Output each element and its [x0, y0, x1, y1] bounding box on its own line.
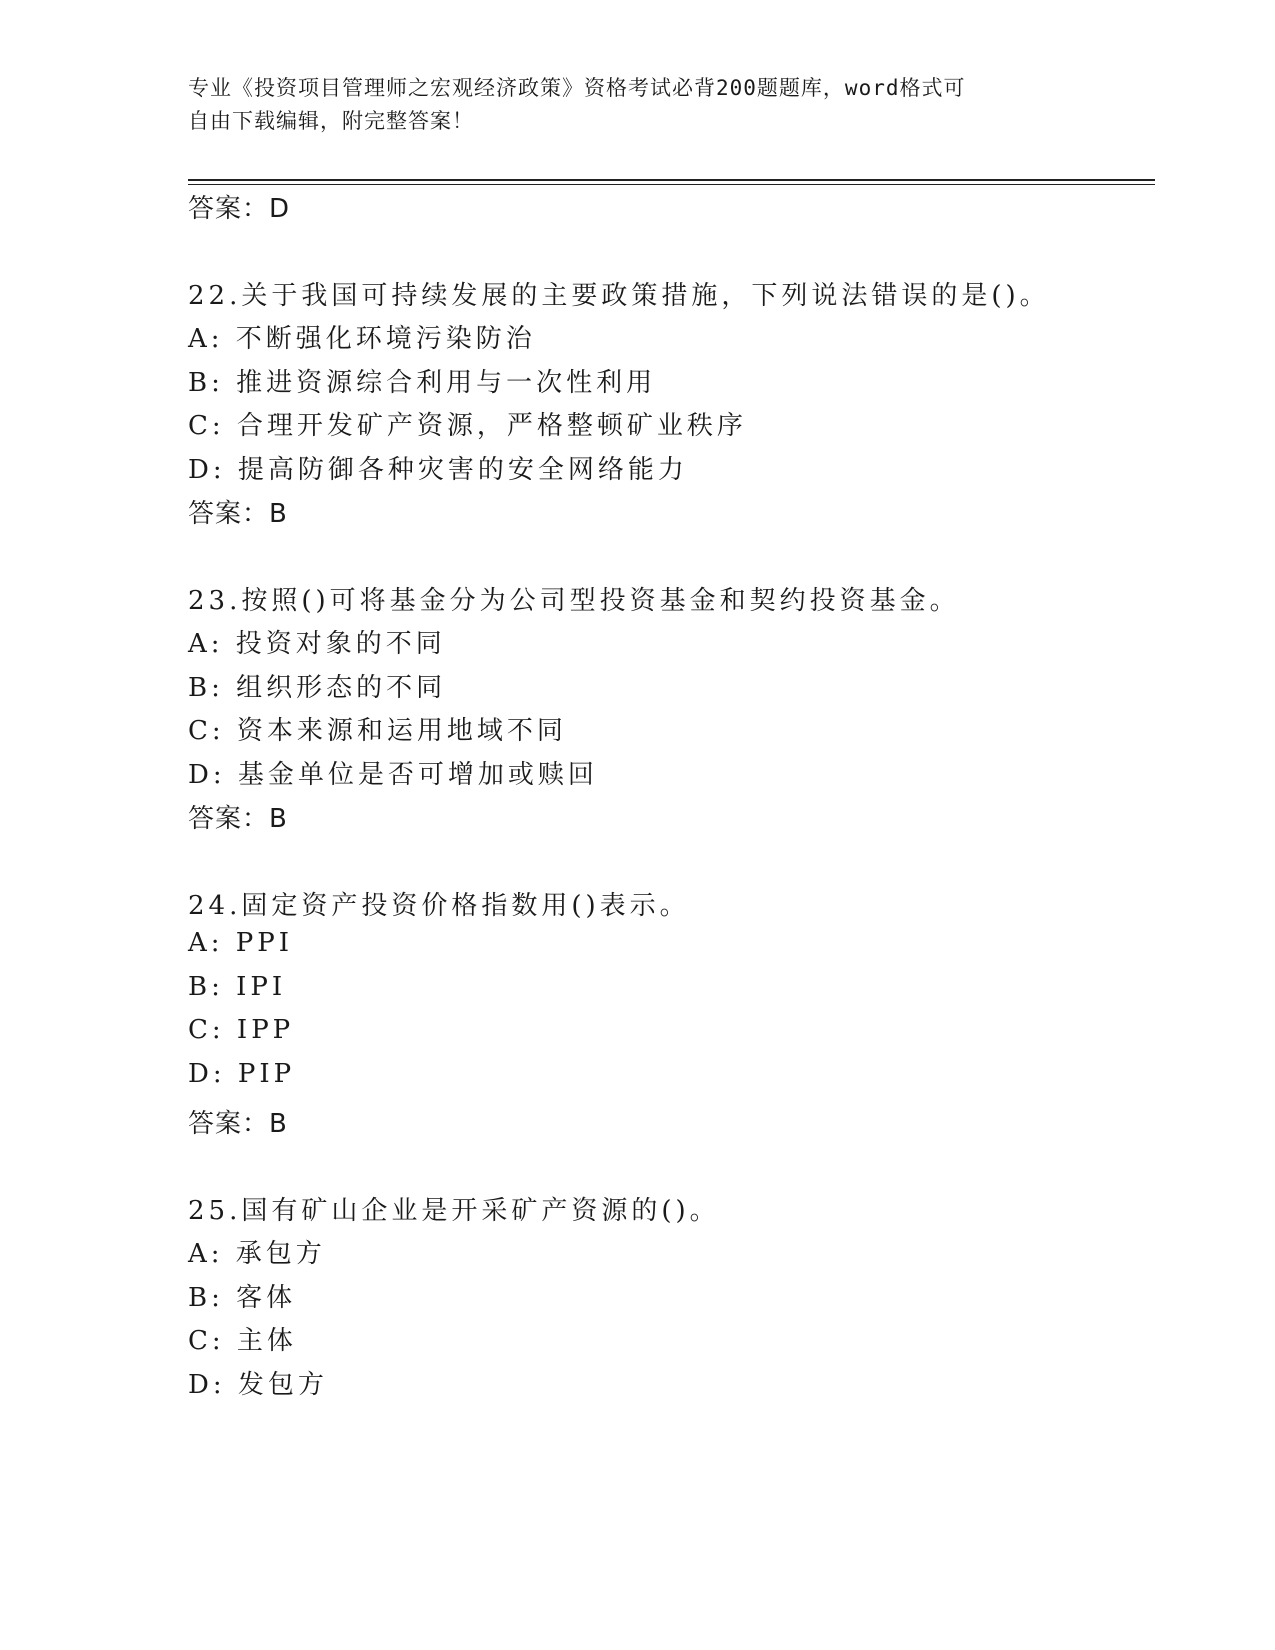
question-24-option-b: B: IPI — [188, 972, 287, 1002]
header-rule-thick — [188, 179, 1155, 181]
question-23-option-a: A: 投资对象的不同 — [188, 629, 446, 659]
question-22-option-a: A: 不断强化环境污染防治 — [188, 324, 536, 354]
question-23-answer: 答案：B — [188, 804, 288, 834]
question-24-option-a: A: PPI — [188, 928, 294, 958]
document-header — [188, 72, 1088, 138]
question-22-stem: 22.关于我国可持续发展的主要政策措施，下列说法错误的是()。 — [188, 281, 1050, 311]
question-24-answer: 答案：B — [188, 1109, 288, 1139]
question-23-option-c: C: 资本来源和运用地域不同 — [188, 716, 567, 746]
question-22-option-d: D: 提高防御各种灾害的安全网络能力 — [188, 455, 688, 485]
answer-previous: 答案：D — [188, 194, 291, 224]
question-24-option-c: C: IPP — [188, 1015, 295, 1045]
question-22-answer: 答案：B — [188, 499, 288, 529]
question-22-option-b: B: 推进资源综合利用与一次性利用 — [188, 368, 657, 398]
question-25-option-d: D: 发包方 — [188, 1370, 328, 1400]
question-23-option-d: D: 基金单位是否可增加或赎回 — [188, 760, 598, 790]
question-25-option-a: A: 承包方 — [188, 1239, 326, 1269]
question-24-option-d: D: PIP — [188, 1059, 296, 1089]
question-22-option-c: C: 合理开发矿产资源，严格整顿矿业秩序 — [188, 411, 747, 441]
question-25-stem: 25.国有矿山企业是开采矿产资源的()。 — [188, 1196, 720, 1226]
header-line-1: 专业《投资项目管理师之宏观经济政策》资格考试必背200题题库，word格式可 — [188, 76, 966, 100]
question-25-option-c: C: 主体 — [188, 1326, 297, 1356]
question-25-option-b: B: 客体 — [188, 1283, 297, 1313]
header-line-2: 自由下载编辑，附完整答案！ — [188, 109, 474, 133]
header-rule-thin — [188, 184, 1155, 185]
question-23-stem: 23.按照()可将基金分为公司型投资基金和契约投资基金。 — [188, 586, 960, 616]
question-23-option-b: B: 组织形态的不同 — [188, 673, 447, 703]
question-24-stem: 24.固定资产投资价格指数用()表示。 — [188, 891, 690, 921]
